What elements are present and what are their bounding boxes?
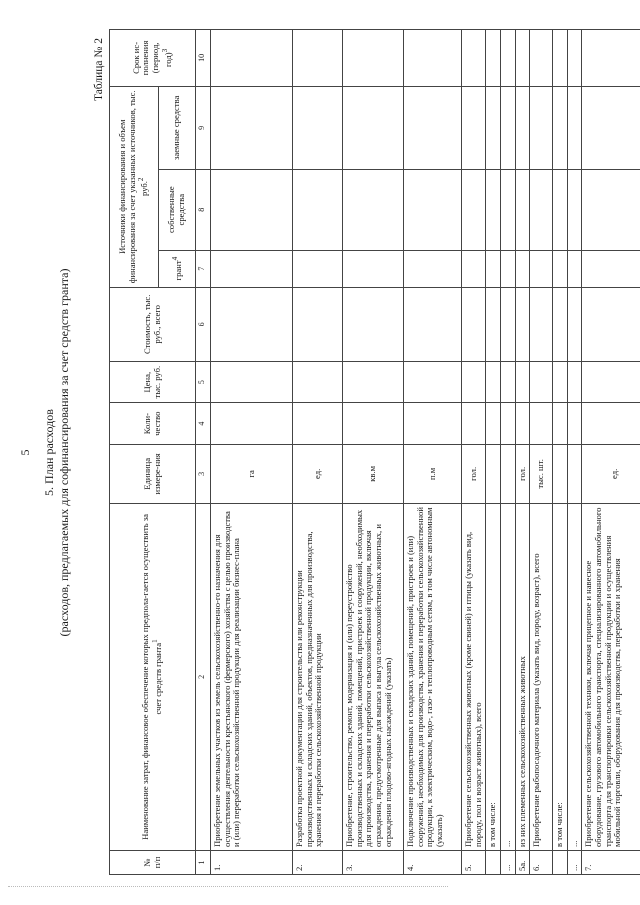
row-unit (553, 444, 568, 503)
header-term: Срок ис-полнения (период, год)$^3$ (110, 30, 196, 87)
row-name: в том числе: (486, 503, 501, 850)
table-row (500, 30, 515, 875)
row-num: 5а. (515, 850, 530, 874)
row-name: Подключение производственных и складских зданий, помещений, пристроек и (или) сооружений, необходимых для производства, хранения и переработки сельскохозяйственной продукции, к электрическим, водо-, газо- и теплопроводным сетям, в том числе автономным (указать) (404, 503, 462, 850)
header-cost: Стоимость, тыс. руб., всего (110, 287, 196, 361)
colnum: 3 (196, 444, 211, 503)
row-unit: га (211, 444, 293, 503)
row-name: ... (500, 503, 515, 850)
row-unit: п.м (404, 444, 462, 503)
table-row (404, 30, 462, 875)
row-unit: гол. (515, 444, 530, 503)
table-row (582, 30, 640, 875)
row-name: Приобретение рыбопосадочного материала (указать вид, породу, возраст), всего (530, 503, 553, 850)
row-unit (567, 444, 582, 503)
header-name: Наименование затрат, финансовое обеспечение которых предпола-гается осуществить за счет средств гранта$^1$ (110, 503, 196, 850)
table-row (211, 30, 293, 875)
footer-divider (8, 886, 448, 887)
row-name: из них племенных сельскохозяйственных животных (515, 503, 530, 850)
header-num: № п/п (110, 850, 196, 874)
expense-plan-table (109, 29, 640, 875)
colnum: 6 (196, 287, 211, 361)
header-own: собственные средства (159, 169, 196, 250)
row-num: ... (567, 850, 582, 874)
header-borrowed: заемные средства (159, 86, 196, 169)
table-row (293, 30, 343, 875)
table-row (553, 30, 568, 875)
table-row (486, 30, 501, 875)
row-num (486, 850, 501, 874)
row-name: Приобретение сельскохозяйственной техники, включая прицепное и навесное оборудование, грузового автомобильного транспорта, специализированного автомобильного транспорта для транспортировки сельскохозяйственной продукции и осуществления мобильной торговли, оборудования для производства, переработки и хранения (582, 503, 640, 850)
table-row (343, 30, 404, 875)
table-row (530, 30, 553, 875)
row-unit: ед. (582, 444, 640, 503)
column-number-row (196, 30, 211, 875)
colnum: 4 (196, 403, 211, 444)
row-unit: тыс. шт. (530, 444, 553, 503)
row-name: Разработка проектной документации для строительства или реконструкции производственных и складских зданий, объектов, предназначенных для производства, хранения и переработки сельскохозяйственной продукции (293, 503, 343, 850)
colnum: 8 (196, 169, 211, 250)
header-price: Цена, тыс. руб. (110, 361, 196, 402)
row-num (553, 850, 568, 874)
page-number: 5 (18, 449, 32, 456)
colnum: 7 (196, 250, 211, 287)
row-unit: кв.м (343, 444, 404, 503)
row-num: 6. (530, 850, 553, 874)
row-num: 5. (462, 850, 486, 874)
row-num: 7. (582, 850, 640, 874)
row-num: 3. (343, 850, 404, 874)
colnum: 5 (196, 361, 211, 402)
row-name: Приобретение сельскохозяйственных животных (кроме свиней) и птицы (указать вид, породу, пол и возраст животных), всего (462, 503, 486, 850)
colnum: 9 (196, 86, 211, 169)
colnum: 2 (196, 503, 211, 850)
row-name: Приобретение, строительство, ремонт, модернизация и (или) переустройство производственных и складских зданий, помещений, пристроек и сооружений, необходимых для производства, хранения и переработки сельскохозяйственной продукции, включая ограждения, предусмотренные для выпаса и выгула сельскохозяйственных животных, и ограждения плодово-ягодных насаждений (указать) (343, 503, 404, 850)
header-row (110, 30, 159, 875)
row-unit: гол. (462, 444, 486, 503)
section-title: 5. План расходов (42, 409, 56, 496)
table-row (515, 30, 530, 875)
row-unit: ед. (293, 444, 343, 503)
header-sources: Источники финансирования и объем финансирования за счет указанных источников, тыс. руб.$^2$ (110, 86, 159, 287)
section-subtitle: (расходов, предлагаемых для софинансирования за счет средств гранта) (57, 268, 71, 637)
row-unit (500, 444, 515, 503)
row-name: ... (567, 503, 582, 850)
row-name: в том числе: (553, 503, 568, 850)
header-qty: Коли-чество (110, 403, 196, 444)
row-unit (486, 444, 501, 503)
colnum: 1 (196, 850, 211, 874)
table-row (462, 30, 486, 875)
row-num: 4. (404, 850, 462, 874)
row-num: 2. (293, 850, 343, 874)
row-num: 1. (211, 850, 293, 874)
row-num: ... (500, 850, 515, 874)
table-row (567, 30, 582, 875)
row-name: Приобретение земельных участков из земель сельскохозяйственно-го назначения для осуществления деятельности крестьянского (фермерского) хозяйства с целью производства и (или) переработки сельскохозяйственной продукции для реализации бизнес-плана (211, 503, 293, 850)
header-grant: грант$^4$ (159, 250, 196, 287)
table-label: Таблица № 2 (93, 38, 105, 102)
colnum: 10 (196, 30, 211, 87)
header-unit: Единица измере-ния (110, 444, 196, 503)
